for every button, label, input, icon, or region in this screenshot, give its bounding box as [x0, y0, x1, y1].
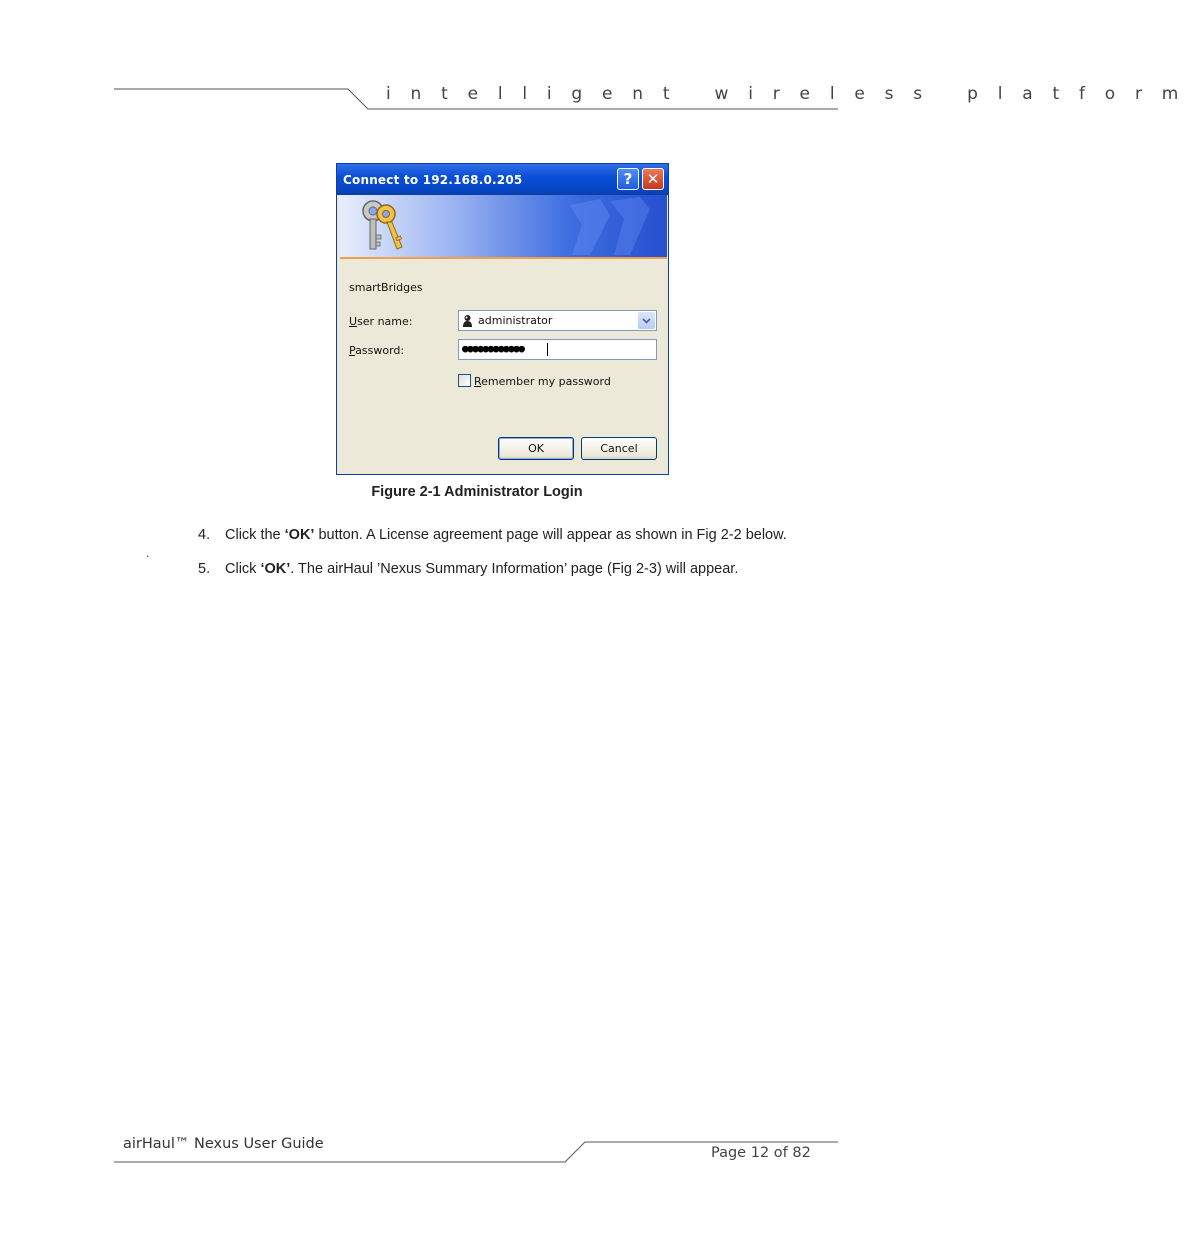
- step-number: 5.: [198, 561, 211, 577]
- step-number: 4.: [198, 527, 211, 543]
- keys-icon: [356, 197, 406, 255]
- remember-label-text: emember my password: [481, 375, 611, 388]
- username-label: [349, 315, 412, 328]
- step-text-after: button. A License agreement page will appear as shown in Fig 2-2 below.: [314, 527, 787, 543]
- password-value: ●●●●●●●●●●●●: [462, 342, 524, 355]
- step-item: [198, 561, 738, 577]
- user-icon: [462, 314, 473, 327]
- dialog-title: Connect to 192.168.0.205: [343, 173, 523, 187]
- step-text-before: Click the: [225, 527, 285, 543]
- stray-mark: .: [146, 546, 150, 560]
- footer-title: airHaul™ Nexus User Guide: [123, 1136, 324, 1152]
- password-label: [349, 344, 404, 357]
- login-dialog: [336, 163, 669, 475]
- chevron-down-icon[interactable]: [638, 312, 655, 329]
- text-caret: [547, 343, 548, 356]
- remember-mnemonic: R: [474, 375, 482, 388]
- password-input[interactable]: [458, 339, 657, 360]
- dialog-titlebar[interactable]: [337, 164, 668, 195]
- step-text-after: . The airHaul ’Nexus Summary Information’ page (Fig 2-3) will appear.: [290, 561, 739, 577]
- dialog-banner: [340, 195, 667, 259]
- realm-label: smartBridges: [349, 281, 423, 294]
- step-text-bold: ‘OK’: [284, 527, 315, 543]
- banner-watermark: [560, 195, 667, 257]
- username-combobox[interactable]: [458, 310, 657, 331]
- step-text-bold: ‘OK’: [260, 561, 291, 577]
- password-mnemonic: P: [349, 344, 356, 357]
- help-icon[interactable]: ?: [617, 168, 639, 190]
- dialog-body: [340, 259, 667, 473]
- username-value: administrator: [478, 314, 553, 327]
- header-tagline: i n t e l l i g e n t w i r e l e s s p l a t f o r m: [386, 84, 1186, 104]
- remember-password-checkbox[interactable]: [458, 374, 471, 387]
- password-label-text: assword:: [355, 344, 405, 357]
- footer-page-number: Page 12 of 82: [711, 1145, 811, 1161]
- username-label-text: ser name:: [357, 315, 413, 328]
- cancel-button[interactable]: Cancel: [581, 437, 657, 460]
- close-icon[interactable]: ✕: [642, 168, 664, 190]
- figure-caption: Figure 2-1 Administrator Login: [371, 484, 583, 500]
- ok-button[interactable]: OK: [498, 437, 574, 460]
- remember-password-label[interactable]: [474, 375, 611, 388]
- step-item: [198, 527, 787, 543]
- step-text-before: Click: [225, 561, 261, 577]
- username-mnemonic: U: [349, 315, 358, 328]
